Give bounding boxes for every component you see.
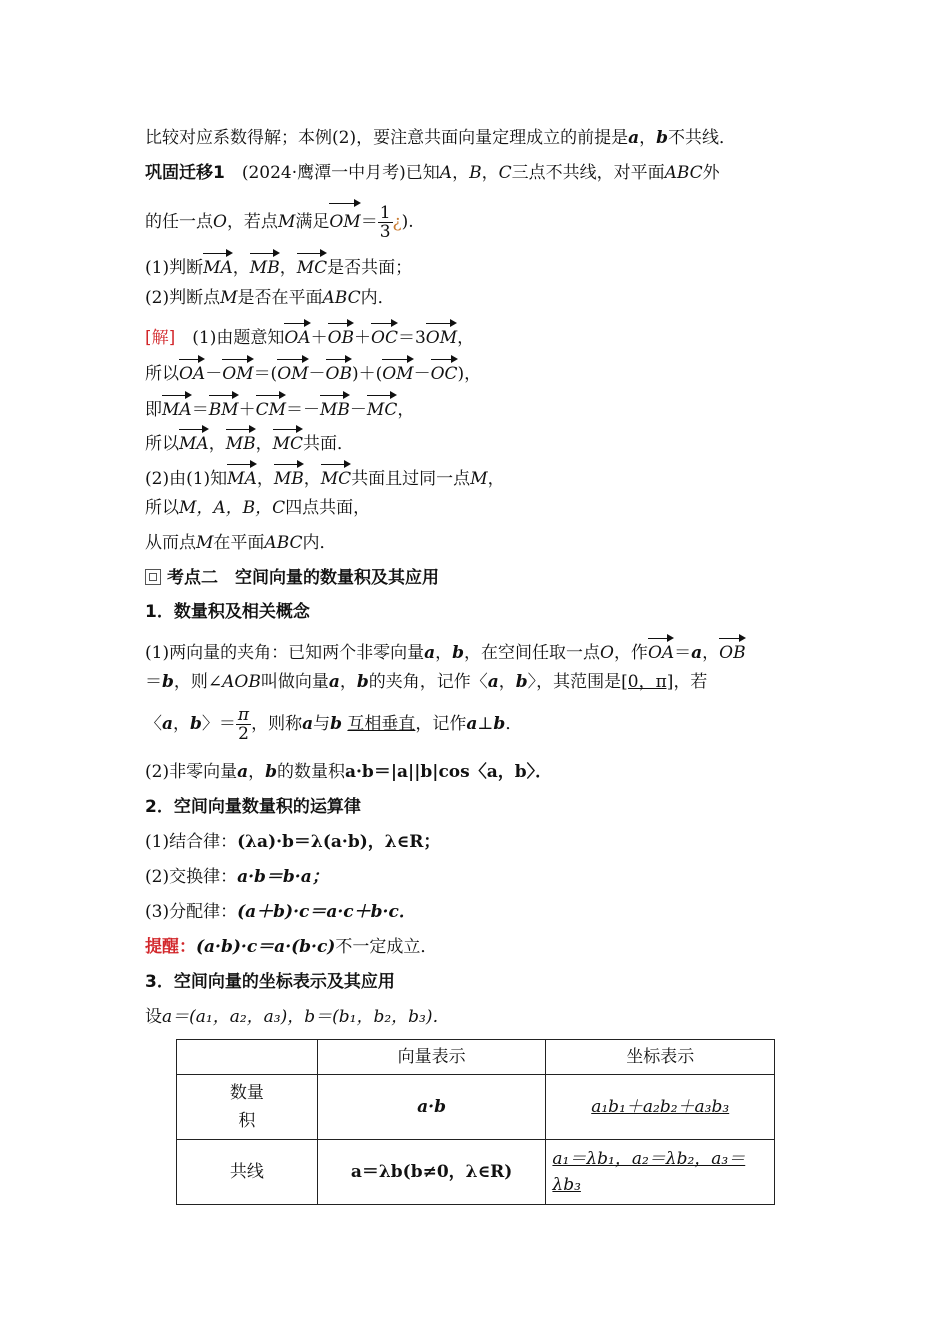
vector-OA: OA	[179, 356, 205, 386]
solution-line-2: 所以OA－OM＝(OM－OB)＋(OM－OC)，	[145, 356, 810, 386]
so-text: 所以	[145, 498, 179, 518]
solution-line-6	[145, 496, 810, 520]
var-a: a	[487, 672, 499, 692]
subheading-2: 2．空间向量数量积的运算律	[145, 797, 361, 817]
exercise-source: (2024·鹰潭一中月考)已知	[224, 163, 440, 183]
var-a: a	[691, 643, 703, 663]
angle-text-3: ，作	[613, 643, 648, 663]
para-angle-1: (1)两向量的夹角：已知两个非零向量a，b，在空间任取一点O，作OA＝a，OB	[145, 635, 810, 665]
vector-OA: OA	[648, 635, 674, 665]
perp-text-1: ，则称	[251, 714, 303, 734]
coplanar-text: 共面．	[303, 434, 355, 454]
angle-range: [0，π]	[621, 672, 674, 692]
subheading-3: 3．空间向量的坐标表示及其应用	[145, 972, 395, 992]
numerator-pi: π	[237, 705, 250, 725]
angle-text-2: ，在空间任取一点	[464, 643, 600, 663]
exercise-title-line: 巩固迁移1 (2024·鹰潭一中月考)已知A，B，C三点不共线，对平面ABC外	[145, 163, 720, 183]
rule-associative	[145, 830, 810, 854]
point-M: M	[277, 212, 296, 232]
exercise-end: 外	[702, 163, 720, 183]
vector-MB: MB	[274, 461, 304, 491]
vector-MC: MC	[367, 392, 397, 422]
reminder-label: 提醒：	[145, 937, 196, 957]
vector-MC: MC	[321, 461, 351, 491]
table-cell-vector: a＝λb(b≠0，λ∈R)	[317, 1140, 546, 1205]
coplanar-four: 四点共面，	[285, 498, 371, 518]
q2-mid: 是否在平面	[237, 288, 323, 308]
perp-term: 互相垂直	[347, 714, 416, 734]
var-a: a	[162, 714, 174, 734]
vector-MC: MC	[273, 426, 303, 456]
section-title: 考点二 空间向量的数量积及其应用	[167, 568, 439, 588]
vector-MA: MA	[179, 426, 209, 456]
dot-text-2: 的数量积	[277, 762, 345, 782]
reminder-formula: (a·b)·c＝a·(b·c)	[196, 937, 336, 957]
cond-text-2: ，若点	[226, 212, 278, 232]
solution-line-5: (2)由(1)知MA，MB，MC共面且过同一点M，	[145, 461, 810, 491]
plane-ABC: ABC	[664, 163, 703, 183]
table-header-cell: 坐标表示	[546, 1040, 775, 1075]
table-row	[177, 1075, 775, 1140]
coordinate-table	[176, 1039, 775, 1205]
vector-MB: MB	[226, 426, 256, 456]
fraction-one-third	[378, 204, 393, 241]
bracket-open: 〈	[145, 714, 162, 734]
angle-text-8: ，若	[673, 672, 708, 692]
vector-OM: OM	[222, 356, 253, 386]
var-b: b	[356, 672, 369, 692]
vector-OM: OM	[426, 320, 457, 350]
para-angle-2: ＝b，则∠AOB叫做向量a，b的夹角，记作〈a，b〉，其范围是[0，π]，若	[145, 672, 708, 692]
point-B: B	[469, 163, 482, 183]
table-row-label: 共线	[177, 1140, 318, 1205]
thus-text: 从而点	[145, 533, 196, 553]
rule-distributive	[145, 900, 810, 924]
sol1-pre: (1)由题意知	[175, 328, 285, 348]
rule3-label: (3)分配律：	[145, 902, 238, 922]
garbled-char: ¿	[392, 212, 402, 232]
q2-pre: (2)判断点	[145, 288, 221, 308]
subheading-1: 1．数量积及相关概念	[145, 602, 310, 622]
solution-line-1: [解] (1)由题意知OA＋OB＋OC＝3OM，	[145, 320, 810, 350]
fraction-pi-over-2	[236, 706, 251, 743]
dot-formula: a·b＝|a||b|cos〈a，b〉．	[345, 762, 553, 782]
angle-text-5: 叫做向量	[260, 672, 329, 692]
sol2-pre: (2)由(1)知	[145, 469, 228, 489]
table-row	[177, 1140, 775, 1205]
so-text: 所以	[145, 434, 179, 454]
var-b: b	[515, 672, 528, 692]
var-b: b	[452, 643, 464, 663]
rule2-formula: a·b＝b·a；	[237, 867, 329, 887]
inside-text: 内．	[302, 533, 337, 553]
denominator-2: 2	[238, 724, 249, 744]
point-A: A	[439, 163, 453, 183]
numerator: 1	[379, 203, 391, 223]
reminder-line	[145, 935, 810, 959]
exercise-condition-line	[145, 200, 810, 240]
var-b: b	[330, 714, 342, 734]
plane-ABC: ABC	[264, 533, 303, 553]
table-row-label	[177, 1075, 318, 1140]
vector-BM: BM	[209, 392, 239, 422]
var-b: b	[265, 762, 277, 782]
angle-text-4: ，则∠	[173, 672, 223, 692]
vector-MA: MA	[227, 461, 257, 491]
vector-CM: CM	[256, 392, 286, 422]
table-header-cell	[177, 1040, 318, 1075]
vector-MB: MB	[320, 392, 350, 422]
vector-OC: OC	[371, 320, 398, 350]
solution-line-4: 所以MA，MB，MC共面．	[145, 426, 810, 456]
eq-3: ＝3	[397, 328, 426, 348]
cond-text-1: 的任一点	[145, 212, 213, 232]
intro-text: 比较对应系数得解；本例(2)，要注意共面向量定理成立的前提是	[145, 128, 629, 148]
namely-text: 即	[145, 400, 162, 420]
point-O: O	[600, 643, 614, 663]
section-heading	[145, 566, 810, 590]
var-a: a	[424, 643, 436, 663]
solution-tag: [解]	[145, 328, 176, 348]
sol2-mid: 共面且过同一点	[351, 469, 471, 489]
in-plane-text: 在平面	[213, 533, 265, 553]
angle-text-1: (1)两向量的夹角：已知两个非零向量	[145, 643, 425, 663]
set-coordinates-line	[145, 1005, 810, 1029]
vector-OC: OC	[431, 356, 458, 386]
vector-MC: MC	[297, 250, 327, 280]
table-header-row	[177, 1040, 775, 1075]
vector-OB: OB	[719, 635, 745, 665]
denominator: 3	[379, 222, 391, 242]
cond-text-3: 满足	[295, 212, 330, 232]
vector-MA: MA	[203, 250, 233, 280]
rule3-formula: (a＋b)·c＝a·c＋b·c．	[237, 902, 416, 922]
vector-OM: OM	[277, 356, 308, 386]
point-M: M	[220, 288, 238, 308]
vector-OA: OA	[284, 320, 310, 350]
vector-OM: OM	[329, 200, 360, 238]
rule1-label: (1)结合律：	[145, 832, 238, 852]
vector-OB: OB	[328, 320, 354, 350]
var-b: b	[493, 714, 506, 734]
point-M: M	[196, 533, 214, 553]
reminder-end: 不一定成立．	[335, 937, 438, 957]
table-cell-coord: a₁＝λb₁，a₂＝λb₂，a₃＝λb₃	[546, 1140, 775, 1205]
exercise-label: 巩固迁移1	[145, 163, 225, 183]
dot-text-1: (2)非零向量	[145, 762, 238, 782]
q2-end: 内．	[360, 288, 395, 308]
points-MABC: M，A，B，C	[179, 498, 286, 518]
set-text: 设	[145, 1007, 162, 1027]
table-cell-coord: a₁b₁＋a₂b₂＋a₃b₃	[546, 1075, 775, 1140]
angle-text-7: 〉，其范围是	[527, 672, 622, 692]
intro-line	[145, 126, 810, 150]
vector-OM: OM	[382, 356, 413, 386]
var-a: a	[628, 128, 640, 148]
question-1: (1)判断MA，MB，MC是否共面；	[145, 250, 810, 280]
section-box-icon	[145, 569, 161, 585]
para-dot-product: (2)非零向量a，b的数量积a·b＝|a||b|cos〈a，b〉．	[145, 762, 553, 782]
perp-with: 与	[313, 714, 331, 734]
vector-MA: MA	[162, 392, 192, 422]
rule1-formula: (λa)·b＝λ(a·b)，λ∈R；	[237, 832, 441, 852]
cond-end: ).	[401, 212, 414, 232]
angle-text-6: 的夹角，记作〈	[368, 672, 488, 692]
var-b: b	[162, 672, 174, 692]
var-a: a	[328, 672, 340, 692]
intro-end: 不共线．	[668, 128, 736, 148]
para-angle-3: 〈a，b〉＝ $\frac{\pi}{2}$ ，则称a与b 互相垂直，记作a⊥b．	[145, 705, 523, 744]
plane-ABC: ABC	[322, 288, 361, 308]
equals: ＝	[360, 212, 378, 232]
solution-line-3: 即MA＝BM＋CM＝－MB－MC，	[145, 392, 810, 422]
so-text: 所以	[145, 364, 179, 384]
var-a: a	[302, 714, 314, 734]
point-O: O	[213, 212, 227, 232]
table-header-cell: 向量表示	[317, 1040, 546, 1075]
bracket-eq: 〉＝	[201, 714, 236, 734]
point-M: M	[470, 469, 488, 489]
solution-line-7	[145, 531, 810, 555]
angle-AOB: AOB	[222, 672, 261, 692]
vector-MB: MB	[250, 250, 280, 280]
var-a: a	[237, 762, 249, 782]
point-C: C	[498, 163, 512, 183]
vector-OB: OB	[326, 356, 352, 386]
question-2	[145, 286, 810, 310]
var-b: b	[656, 128, 668, 148]
var-a: a	[466, 714, 478, 734]
q1-end: 是否共面；	[327, 258, 413, 278]
perp-text-2: ，记作	[415, 714, 467, 734]
rule-commutative	[145, 865, 810, 889]
perp-end: ．	[505, 714, 523, 734]
q1-pre: (1)判断	[145, 258, 204, 278]
table-cell-vector: a·b	[317, 1075, 546, 1140]
rule2-label: (2)交换律：	[145, 867, 238, 887]
var-b: b	[190, 714, 202, 734]
label-dot-product: 数量积	[229, 1083, 264, 1131]
sep: ，	[639, 128, 657, 148]
set-formula: a＝(a₁，a₂，a₃)，b＝(b₁，b₂，b₃)．	[162, 1007, 450, 1027]
exercise-mid: 三点不共线，对平面	[511, 163, 665, 183]
